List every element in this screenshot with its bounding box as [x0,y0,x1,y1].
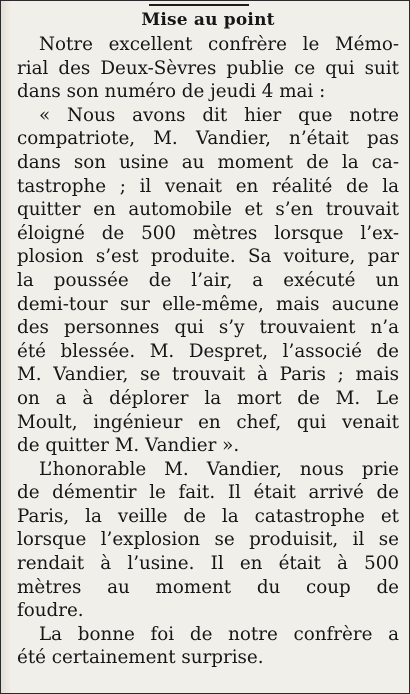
article-line: plosion s’est produite. Sa voiture, par [17,246,399,268]
article-line: la poussée de l’air, a exécuté un [17,269,399,291]
article-line: compatriote, M. Vandier, n’était pas [17,128,399,150]
article-line: mètres au moment du coup de [17,576,399,598]
article-line: L’honorable M. Vandier, nous prie [39,458,399,480]
article [17,11,399,670]
article-line: Notre excellent confrère le Mémo- [39,34,399,55]
article-line: Moult, ingénieur en chef, qui venait [17,411,399,433]
article-line: été blessée. M. Despret, l’associé de [17,340,399,362]
article-line: foudre. [17,600,84,622]
article-line: demi-tour sur elle-même, mais aucune [17,293,399,315]
article-line: de quitter M. Vandier ». [17,435,240,457]
article-line: on a à déplorer la mort de M. Le [17,387,399,409]
article-line: dans son numéro de jeudi 4 mai : [17,81,326,103]
article-line: rial des Deux-Sèvres publie ce qui suit [17,57,399,79]
article-line: été certainement surprise. [17,647,264,669]
article-line: quitter en automobile et s’en trouvait [17,199,399,221]
article-line: La bonne foi de notre confrère a [39,623,399,645]
article-line: dans son usine au moment de la ca- [17,151,399,173]
article-title: Mise au point [141,10,275,30]
article-line: M. Vandier, se trouvait à Paris ; mais [17,364,399,386]
article-line: des personnes qui s’y trouvaient n’a [17,317,399,339]
article-line: « Nous avons dit hier que notre [39,104,399,126]
top-divider-rule [149,4,249,6]
article-body [17,33,399,670]
article-line: rendait à l’usine. Il en était à 500 [17,553,399,575]
article-line: de démentir le fait. Il était arrivé de [17,482,399,504]
article-line: Paris, la veille de la catastrophe et [17,505,399,527]
article-line: tastrophe ; il venait en réalité de la [17,175,399,197]
page-edge-shadow [1,1,11,693]
article-line: éloigné de 500 mètres lorsque l’ex- [17,222,399,244]
article-line: lorsque l’explosion se produisit, il se [17,529,399,551]
